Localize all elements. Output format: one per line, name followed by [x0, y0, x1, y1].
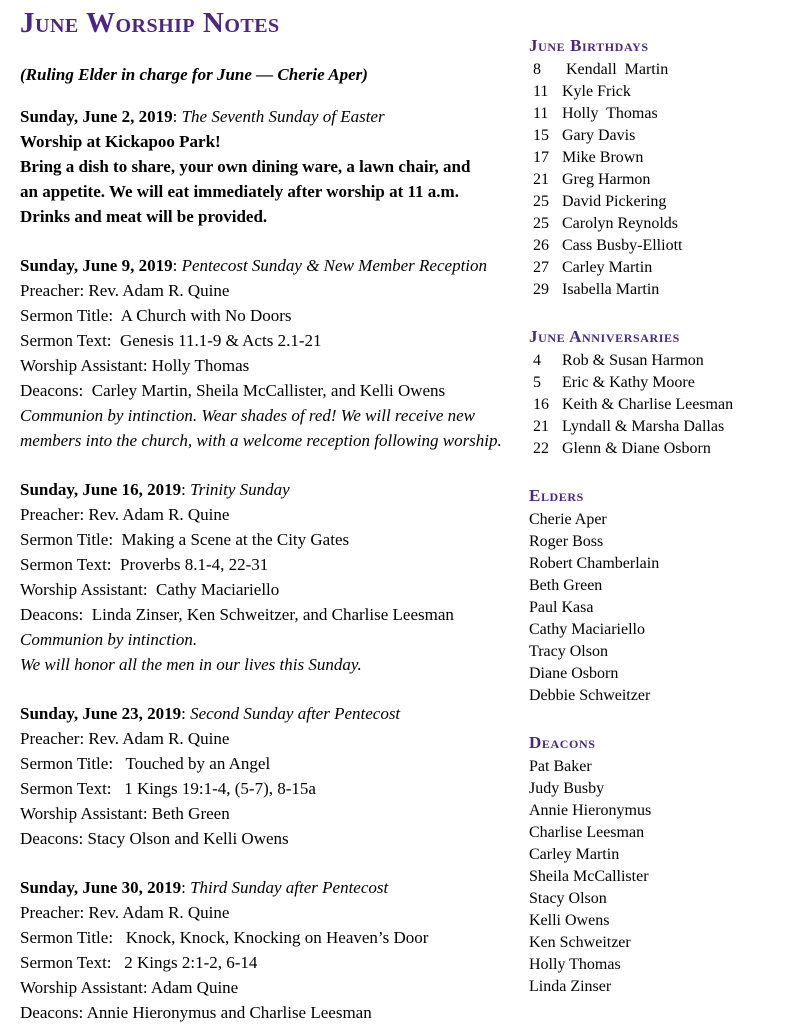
service-detail-line: Sermon Text: Proverbs 8.1-4, 22-31: [20, 555, 269, 574]
birthday-name: Gary Davis: [562, 127, 636, 144]
deacon-name: Stacy Olson: [529, 890, 607, 907]
service-date: Sunday, June 9, 2019: [20, 256, 173, 275]
anniversary-day: 5: [533, 374, 541, 391]
service-date: Sunday, June 30, 2019: [20, 878, 182, 897]
elder-name: Beth Green: [529, 577, 603, 594]
deacon-name: Sheila McCallister: [529, 868, 649, 885]
birthday-name: Isabella Martin: [562, 281, 660, 298]
anniversary-day: 4: [533, 352, 541, 369]
service-detail-line: Sermon Text: 2 Kings 2:1-2, 6-14: [20, 953, 258, 972]
deacon-name: Linda Zinser: [529, 978, 612, 995]
birthday-row: [529, 213, 776, 235]
anniversary-day: 21: [533, 418, 549, 435]
elder-name: Cherie Aper: [529, 511, 607, 528]
elder-name: Diane Osborn: [529, 665, 619, 682]
service-detail-line: Preacher: Rev. Adam R. Quine: [20, 903, 230, 922]
birthday-day: 25: [533, 193, 549, 210]
deacon-name: Carley Martin: [529, 846, 620, 863]
birthday-day: 27: [533, 259, 549, 276]
service-detail-line: Deacons: Annie Hieronymus and Charlise Leesman: [20, 1003, 372, 1022]
service-detail-line: Worship Assistant: Beth Green: [20, 804, 230, 823]
service-detail-line: Sermon Title: A Church with No Doors: [20, 306, 292, 325]
anniversary-day: 22: [533, 440, 549, 457]
service-june-16: [20, 477, 528, 677]
anniversary-row: [529, 416, 776, 438]
anniversary-row: [529, 394, 776, 416]
birthday-row: [529, 147, 776, 169]
date-separator: :: [172, 107, 182, 126]
birthday-name: Carolyn Reynolds: [562, 215, 678, 232]
date-separator: :: [181, 704, 191, 723]
birthday-row: [529, 125, 776, 147]
service-date: Sunday, June 23, 2019: [20, 704, 182, 723]
birthday-day: 8: [533, 61, 541, 78]
birthday-day: 11: [533, 83, 549, 100]
birthday-row: [529, 103, 776, 125]
anniversaries-heading: June Anniversaries: [529, 327, 680, 346]
service-detail-line: Worship at Kickapoo Park!: [20, 132, 221, 151]
service-note-line: members into the church, with a welcome reception following worship.: [20, 431, 502, 450]
service-june-23: [20, 701, 528, 851]
birthday-row: [529, 257, 776, 279]
birthday-name: David Pickering: [562, 193, 667, 210]
service-detail-line: Preacher: Rev. Adam R. Quine: [20, 281, 230, 300]
service-date-line: [20, 253, 528, 278]
service-detail-line: Worship Assistant: Holly Thomas: [20, 356, 250, 375]
date-separator: :: [181, 480, 191, 499]
service-detail-line: Deacons: Stacy Olson and Kelli Owens: [20, 829, 289, 848]
deacons-heading: Deacons: [529, 733, 596, 752]
page-title: June Worship Notes: [20, 7, 280, 39]
service-occasion: Trinity Sunday: [190, 480, 290, 499]
birthday-row: [529, 59, 776, 81]
anniversary-row: [529, 438, 776, 460]
deacon-name: Pat Baker: [529, 758, 592, 775]
service-occasion: The Seventh Sunday of Easter: [181, 107, 385, 126]
birthday-day: 15: [533, 127, 549, 144]
elders-heading: Elders: [529, 486, 584, 505]
anniversary-name: Rob & Susan Harmon: [562, 352, 704, 369]
deacon-name: Annie Hieronymus: [529, 802, 652, 819]
service-detail-line: Sermon Text: Genesis 11.1-9 & Acts 2.1-21: [20, 331, 322, 350]
elder-name: Robert Chamberlain: [529, 555, 660, 572]
birthday-row: [529, 169, 776, 191]
deacon-name: Ken Schweitzer: [529, 934, 631, 951]
service-june-2: [20, 104, 528, 229]
ruling-elder-note: (Ruling Elder in charge for June — Cherie Aper): [20, 65, 368, 84]
deacons-section: [529, 731, 776, 998]
birthdays-section: [529, 34, 776, 301]
birthday-name: Holly Thomas: [562, 105, 658, 122]
service-detail-line: Sermon Text: 1 Kings 19:1-4, (5-7), 8-15a: [20, 779, 316, 798]
elder-name: Cathy Maciariello: [529, 621, 645, 638]
service-detail-line: an appetite. We will eat immediately after worship at 11 a.m.: [20, 182, 459, 201]
service-date-line: [20, 104, 528, 129]
birthday-day: 11: [533, 105, 549, 122]
date-separator: :: [181, 878, 191, 897]
birthday-row: [529, 81, 776, 103]
birthday-name: Greg Harmon: [562, 171, 651, 188]
service-detail-line: Drinks and meat will be provided.: [20, 207, 268, 226]
service-note-line: We will honor all the men in our lives this Sunday.: [20, 655, 362, 674]
service-date-line: [20, 701, 528, 726]
service-detail-line: Deacons: Linda Zinser, Ken Schweitzer, and Charlise Leesman: [20, 605, 454, 624]
service-note-line: Communion by intinction. Wear shades of red! We will receive new: [20, 406, 475, 425]
service-detail-line: Deacons: Carley Martin, Sheila McCallister, and Kelli Owens: [20, 381, 446, 400]
birthday-day: 26: [533, 237, 549, 254]
elder-name: Tracy Olson: [529, 643, 608, 660]
anniversary-name: Eric & Kathy Moore: [562, 374, 695, 391]
service-detail-line: Worship Assistant: Cathy Maciariello: [20, 580, 280, 599]
service-june-9: [20, 253, 528, 453]
birthday-day: 25: [533, 215, 549, 232]
service-date: Sunday, June 16, 2019: [20, 480, 182, 499]
anniversaries-section: [529, 325, 776, 460]
birthday-name: Cass Busby-Elliott: [562, 237, 683, 254]
anniversary-name: Glenn & Diane Osborn: [562, 440, 711, 457]
service-detail-line: Worship Assistant: Adam Quine: [20, 978, 239, 997]
elders-section: [529, 484, 776, 707]
anniversary-name: Lyndall & Marsha Dallas: [562, 418, 725, 435]
service-detail-line: Sermon Title: Knock, Knock, Knocking on Heaven’s Door: [20, 928, 429, 947]
birthday-row: [529, 235, 776, 257]
service-occasion: Second Sunday after Pentecost: [190, 704, 401, 723]
deacon-name: Holly Thomas: [529, 956, 621, 973]
service-date: Sunday, June 2, 2019: [20, 107, 173, 126]
service-date-line: [20, 875, 528, 900]
sidebar-column: [528, 0, 780, 1033]
service-occasion: Third Sunday after Pentecost: [190, 878, 389, 897]
elder-name: Roger Boss: [529, 533, 604, 550]
service-detail-line: Sermon Title: Making a Scene at the City Gates: [20, 530, 350, 549]
service-date-line: [20, 477, 528, 502]
birthday-name: Carley Martin: [562, 259, 653, 276]
service-detail-line: Bring a dish to share, your own dining ware, a lawn chair, and: [20, 157, 471, 176]
birthday-name: Kendall Martin: [562, 61, 669, 78]
anniversary-day: 16: [533, 396, 549, 413]
elder-name: Paul Kasa: [529, 599, 594, 616]
date-separator: :: [172, 256, 182, 275]
birthday-row: [529, 191, 776, 213]
service-note-line: Communion by intinction.: [20, 630, 198, 649]
deacon-name: Kelli Owens: [529, 912, 610, 929]
service-detail-line: Preacher: Rev. Adam R. Quine: [20, 505, 230, 524]
anniversary-row: [529, 350, 776, 372]
birthday-row: [529, 279, 776, 301]
anniversary-name: Keith & Charlise Leesman: [562, 396, 734, 413]
birthday-name: Kyle Frick: [562, 83, 631, 100]
anniversary-row: [529, 372, 776, 394]
service-detail-line: Preacher: Rev. Adam R. Quine: [20, 729, 230, 748]
deacon-name: Judy Busby: [529, 780, 605, 797]
service-detail-line: Sermon Title: Touched by an Angel: [20, 754, 271, 773]
birthdays-heading: June Birthdays: [529, 36, 649, 55]
birthday-day: 17: [533, 149, 549, 166]
birthday-name: Mike Brown: [562, 149, 644, 166]
birthday-day: 29: [533, 281, 549, 298]
birthday-day: 21: [533, 171, 549, 188]
service-june-30: [20, 875, 528, 1025]
deacon-name: Charlise Leesman: [529, 824, 645, 841]
elder-name: Debbie Schweitzer: [529, 687, 651, 704]
service-occasion: Pentecost Sunday & New Member Reception: [181, 256, 488, 275]
